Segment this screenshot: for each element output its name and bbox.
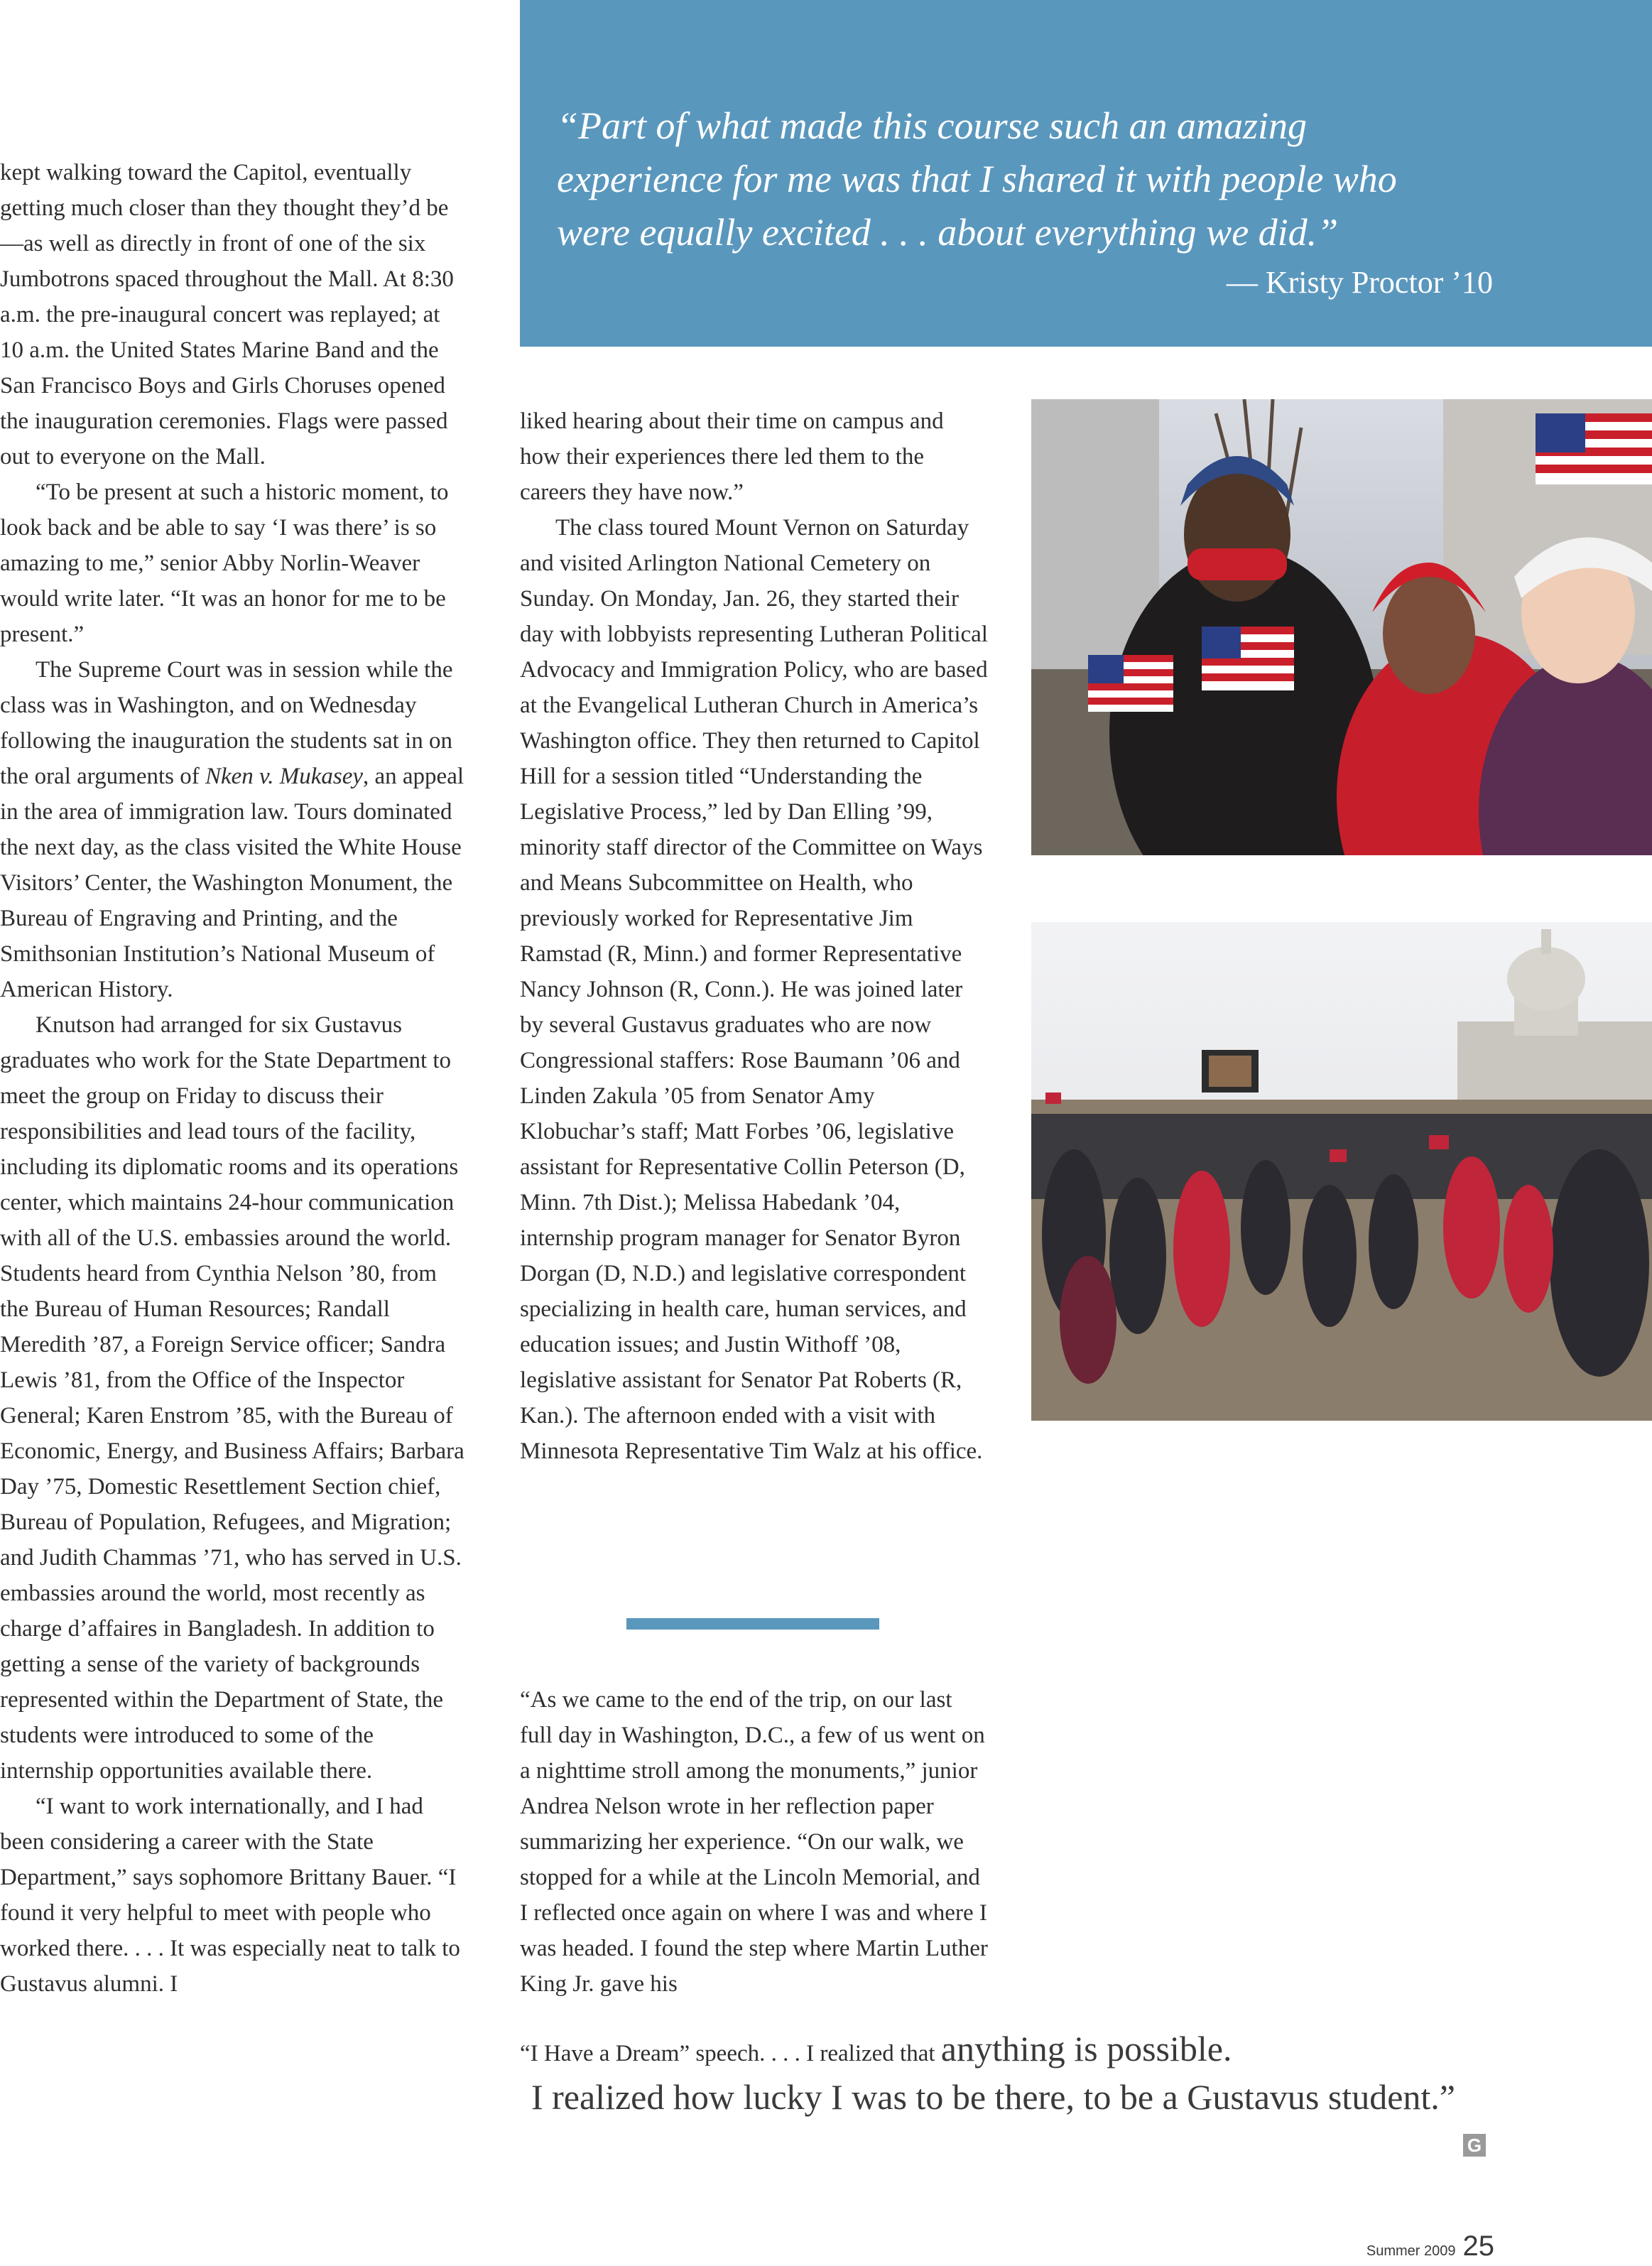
article-column-middle-continued	[520, 1682, 989, 2002]
closing-quote-line-2: I realized how lucky I was to be there, to be a Gustavus student.”	[531, 2077, 1455, 2117]
closing-quote-line-1	[520, 2030, 1514, 2072]
pull-quote-text	[557, 99, 1551, 259]
paragraph: kept walking toward the Capitol, eventually getting much closer than they thought they’d be—as well as directly in front of one of the six Jumbotrons spaced throughout the Mall. At 8:30 a.m. the pre-inaugural concert was replayed; at 10 a.m. the United States Marine Band and the San Francisco Boys and Girls Choruses opened the inauguration ceremonies. Flags were passed out to everyone on the Mall.	[0, 160, 454, 470]
pull-quote-attribution: — Kristy Proctor ’10	[1226, 265, 1493, 300]
photo-crowd-capitol	[1031, 922, 1652, 1421]
section-divider	[626, 1618, 879, 1630]
closing-quote-lead: “I Have a Dream” speech. . . . I realized that	[520, 2041, 941, 2066]
page-number: 25	[1462, 2230, 1494, 2262]
pull-quote-line: experience for me was that I shared it with people who	[557, 158, 1397, 200]
issue-label: Summer 2009	[1366, 2243, 1456, 2259]
page-footer	[1366, 2230, 1494, 2262]
case-name: Nken v. Mukasey	[205, 764, 364, 789]
paragraph-text: The Supreme Court was in session while the class was in Washington, and on Wednesday following the inauguration the students sat in on the oral arguments of	[0, 657, 453, 789]
paragraph: “To be present at such a historic moment, to look back and be able to say ‘I was there’ is so amazing to me,” senior Abby Norlin-Weaver would write later. “It was an honor for me to be present.”	[0, 479, 449, 647]
paragraph	[0, 652, 469, 1007]
pull-quote-line: “Part of what made this course such an amazing	[557, 104, 1308, 147]
article-column-middle	[520, 403, 989, 1469]
paragraph-text: , an appeal in the area of immigration law. Tours dominated the next day, as the class visited the White House Visitors’ Center, the Washington Monument, the Bureau of Engraving and Printing, and the Smithsonian Institution’s National Museum of American History.	[0, 764, 464, 1002]
paragraph: Knutson had arranged for six Gustavus graduates who work for the State Department to meet the group on Friday to discuss their responsibilities and lead tours of the facility, including its diplomatic rooms and its operations center, which maintains 24-hour communication with all of the U.S. embassies around the world. Students heard from Cynthia Nelson ’80, from the Bureau of Human Resources; Randall Meredith ’87, a Foreign Service officer; Sandra Lewis ’81, from the Office of the Inspector General; Karen Enstrom ’85, with the Bureau of Economic, Energy, and Business Affairs; Barbara Day ’75, Domestic Resettlement Section chief, Bureau of Population, Refugees, and Migration; and Judith Chammas ’71, who has served in U.S. embassies around the world, most recently as charge d’affaires in Bangladesh. In addition to getting a sense of the variety of backgrounds represented within the Department of State, the students were introduced to some of the internship opportunities available there.	[0, 1012, 464, 1784]
paragraph: The class toured Mount Vernon on Saturday and visited Arlington National Cemetery on Sunday. On Monday, Jan. 26, they started their day with lobbyists representing Lutheran Political Advocacy and Immigration Policy, who are based at the Evangelical Lutheran Church in America’s Washington office. They then returned to Capitol Hill for a session titled “Understanding the Legislative Process,” led by Dan Elling ’99, minority staff director of the Committee on Ways and Means Subcommittee on Health, who previously worked for Representative Jim Ramstad (R, Minn.) and former Representative Nancy Johnson (R, Conn.). He was joined later by several Gustavus graduates who are now Congressional staffers: Rose Baumann ’06 and Linden Zakula ’05 from Senator Amy Klobuchar’s staff; Matt Forbes ’06, legislative assistant for Representative Collin Peterson (D, Minn. 7th Dist.); Melissa Habedank ’04, internship program manager for Senator Byron Dorgan (D, N.D.) and legislative correspondent specializing in health care, human services, and education issues; and Justin Withoff ’08, legislative assistant for Senator Pat Roberts (R, Kan.). The afternoon ended with a visit with Minnesota Representative Tim Walz at his office.	[520, 515, 988, 1464]
closing-quote	[520, 2030, 1514, 2118]
photo-crowd-with-flags	[1031, 399, 1652, 855]
paragraph: “As we came to the end of the trip, on our last full day in Washington, D.C., a few of us went on a nighttime stroll among the monuments,” junior Andrea Nelson wrote in her reflection paper summarizing her experience. “On our walk, we stopped for a while at the Lincoln Memorial, and I reflected once again on where I was and where I was headed. I found the step where Martin Luther King Jr. gave his	[520, 1687, 988, 1997]
article-column-left	[0, 155, 469, 2002]
closing-quote-emphasis: anything is possible.	[940, 2029, 1232, 2069]
end-of-article-mark: G	[1463, 2134, 1486, 2157]
pull-quote-banner	[520, 0, 1652, 347]
paragraph: liked hearing about their time on campus and how their experiences there led them to the careers they have now.”	[520, 408, 944, 505]
paragraph: “I want to work internationally, and I had been considering a career with the State Department,” says sophomore Brittany Bauer. “I found it very helpful to meet with people who worked there. . . . It was especially neat to talk to Gustavus alumni. I	[0, 1794, 460, 1997]
pull-quote-line: were equally excited . . . about everything we did.”	[557, 211, 1339, 254]
